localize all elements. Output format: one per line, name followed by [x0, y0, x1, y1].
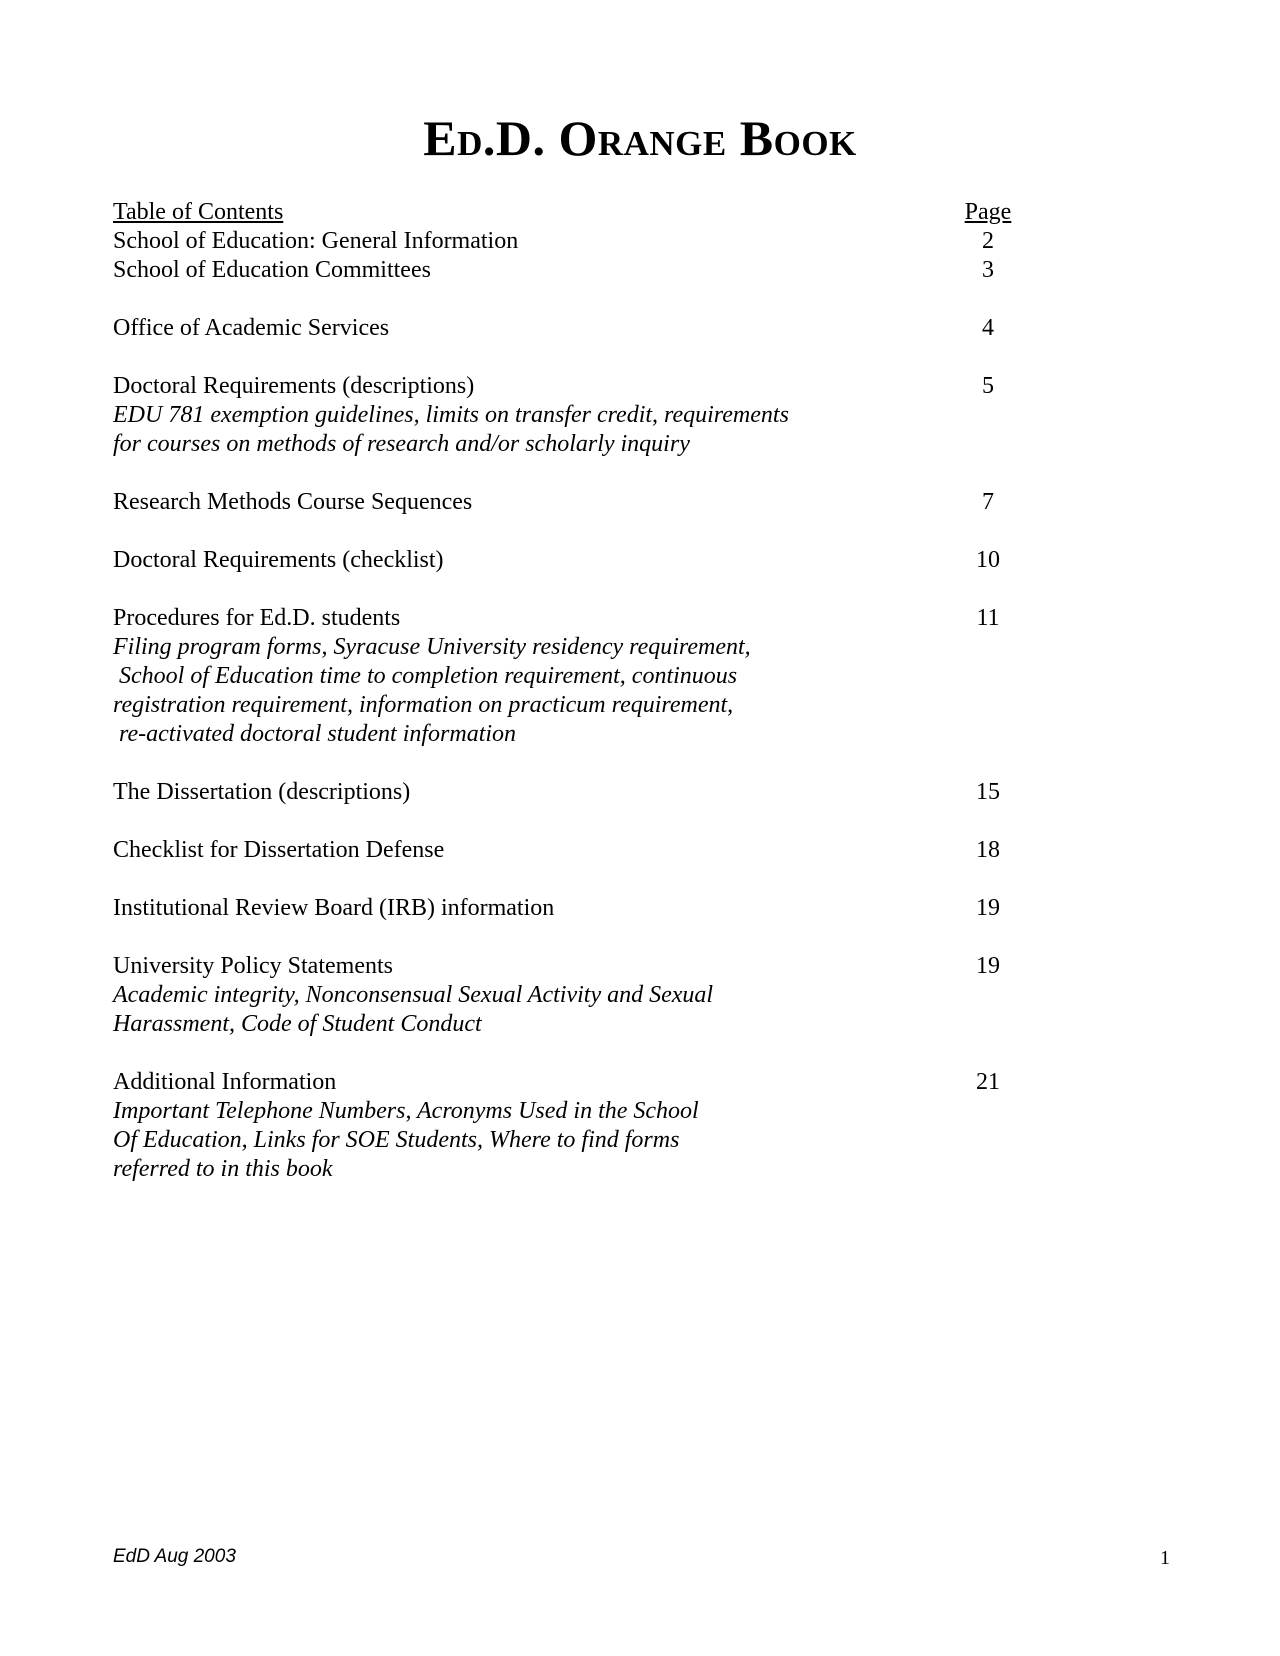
footer-page-number: 1 — [1160, 1547, 1170, 1569]
table-of-contents — [113, 198, 1013, 1184]
spacer — [113, 343, 1013, 372]
toc-entry — [113, 314, 1013, 343]
toc-entry — [113, 256, 1013, 285]
toc-entry-page: 7 — [982, 489, 994, 515]
spacer — [113, 1039, 1013, 1068]
toc-entry-label: The Dissertation (descriptions) — [113, 779, 411, 805]
toc-entry-label: Checklist for Dissertation Defense — [113, 837, 445, 863]
page-title: Ed.D. Orange Book — [423, 110, 857, 166]
toc-entry-page: 19 — [976, 953, 1000, 979]
toc-entry-label: Doctoral Requirements (checklist) — [113, 547, 444, 573]
toc-entry — [113, 1068, 1013, 1097]
toc-entry-description: Important Telephone Numbers, Acronyms Used in the School — [113, 1098, 699, 1124]
toc-entry-description: registration requirement, information on practicum requirement, — [113, 692, 734, 718]
toc-entry-page: 3 — [982, 257, 994, 283]
toc-entry — [113, 952, 1013, 981]
spacer — [113, 459, 1013, 488]
toc-entry — [113, 227, 1013, 256]
toc-entry-page: 21 — [976, 1069, 1000, 1095]
toc-entry-label: School of Education: General Information — [113, 228, 519, 254]
toc-entry — [113, 894, 1013, 923]
toc-entry-page: 2 — [982, 228, 994, 254]
toc-entry-label: University Policy Statements — [113, 953, 393, 979]
toc-entry-page: 11 — [976, 605, 1000, 631]
spacer — [113, 575, 1013, 604]
toc-entry-description: EDU 781 exemption guidelines, limits on transfer credit, requirements — [113, 402, 789, 428]
toc-entry — [113, 604, 1013, 633]
toc-entry-label: Procedures for Ed.D. students — [113, 605, 401, 631]
toc-entry-description: referred to in this book — [113, 1156, 333, 1182]
toc-entry-label: Office of Academic Services — [113, 315, 390, 341]
toc-entry — [113, 836, 1013, 865]
toc-entry-description: School of Education time to completion requirement, continuous — [113, 663, 738, 689]
toc-entry-page: 10 — [976, 547, 1000, 573]
toc-entry-label: Institutional Review Board (IRB) information — [113, 895, 555, 921]
toc-entry-label: Additional Information — [113, 1069, 337, 1095]
toc-entry-description: re-activated doctoral student information — [113, 721, 517, 747]
toc-entry — [113, 546, 1013, 575]
toc-entry-page: 18 — [976, 837, 1000, 863]
toc-entry-description: Filing program forms, Syracuse University residency requirement, — [113, 634, 751, 660]
toc-entry — [113, 778, 1013, 807]
spacer — [113, 865, 1013, 894]
toc-entry-description: Academic integrity, Nonconsensual Sexual Activity and Sexual — [113, 982, 714, 1008]
spacer — [113, 749, 1013, 778]
toc-header-page: Page — [964, 199, 1012, 225]
toc-entry-description: Harassment, Code of Student Conduct — [113, 1011, 482, 1037]
spacer — [113, 285, 1013, 314]
toc-entry — [113, 372, 1013, 401]
toc-entry-description: for courses on methods of research and/or scholarly inquiry — [113, 431, 690, 457]
toc-entry-description: Of Education, Links for SOE Students, Where to find forms — [113, 1127, 680, 1153]
toc-entry — [113, 488, 1013, 517]
toc-entry-page: 19 — [976, 895, 1000, 921]
spacer — [113, 923, 1013, 952]
footer-edition: EdD Aug 2003 — [113, 1546, 236, 1567]
toc-entry-label: School of Education Committees — [113, 257, 431, 283]
toc-entry-label: Research Methods Course Sequences — [113, 489, 473, 515]
toc-entry-page: 5 — [982, 373, 994, 399]
toc-entry-page: 4 — [982, 315, 994, 341]
toc-header — [113, 198, 1013, 227]
toc-entry-page: 15 — [976, 779, 1000, 805]
toc-header-label: Table of Contents — [113, 199, 284, 225]
toc-entry-label: Doctoral Requirements (descriptions) — [113, 373, 475, 399]
spacer — [113, 517, 1013, 546]
spacer — [113, 807, 1013, 836]
